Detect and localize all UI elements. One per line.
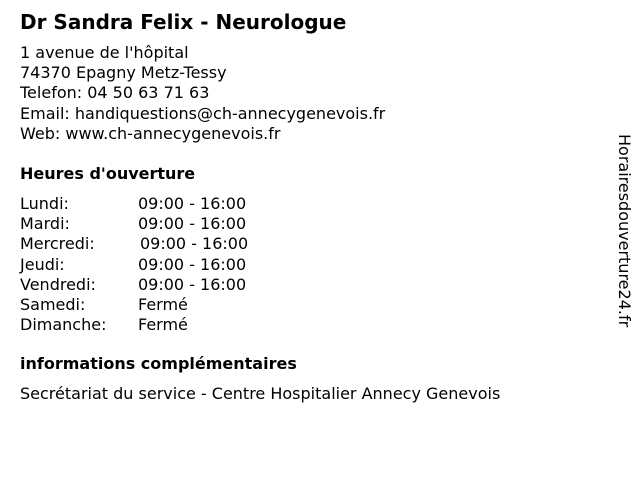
additional-info-heading: informations complémentaires [20, 354, 297, 373]
city-address: 74370 Epagny Metz-Tessy [20, 63, 227, 83]
day-label: Samedi: [20, 294, 86, 314]
time-value: 09:00 - 16:00 [138, 214, 247, 234]
opening-hours-heading: Heures d'ouverture [20, 164, 196, 183]
watermark-text: Horairesdouverture24.fr [615, 134, 634, 328]
day-label: Vendredi: [20, 274, 96, 294]
phone-number: Telefon: 04 50 63 71 63 [20, 83, 210, 103]
time-value: 09:00 - 16:00 [138, 254, 247, 274]
day-label: Dimanche: [20, 315, 107, 335]
additional-info-text: Secrétariat du service - Centre Hospitalier Annecy Genevois [20, 384, 501, 403]
day-label: Jeudi: [20, 254, 65, 274]
day-label: Lundi: [20, 194, 69, 213]
day-label: Mardi: [20, 214, 70, 234]
email-address: Email: handiquestions@ch-annecygenevois.fr [20, 103, 386, 123]
time-value: 09:00 - 16:00 [138, 194, 247, 213]
site-watermark [612, 134, 636, 374]
time-value: Fermé [138, 315, 188, 335]
street-address: 1 avenue de l'hôpital [20, 43, 189, 62]
time-value: 09:00 - 16:00 [140, 234, 249, 254]
day-label: Mercredi: [20, 234, 95, 254]
time-value: Fermé [138, 294, 188, 314]
website: Web: www.ch-annecygenevois.fr [20, 123, 281, 143]
page-title: Dr Sandra Felix - Neurologue [20, 10, 347, 34]
contact-block [20, 43, 385, 144]
time-value: 09:00 - 16:00 [138, 274, 247, 294]
